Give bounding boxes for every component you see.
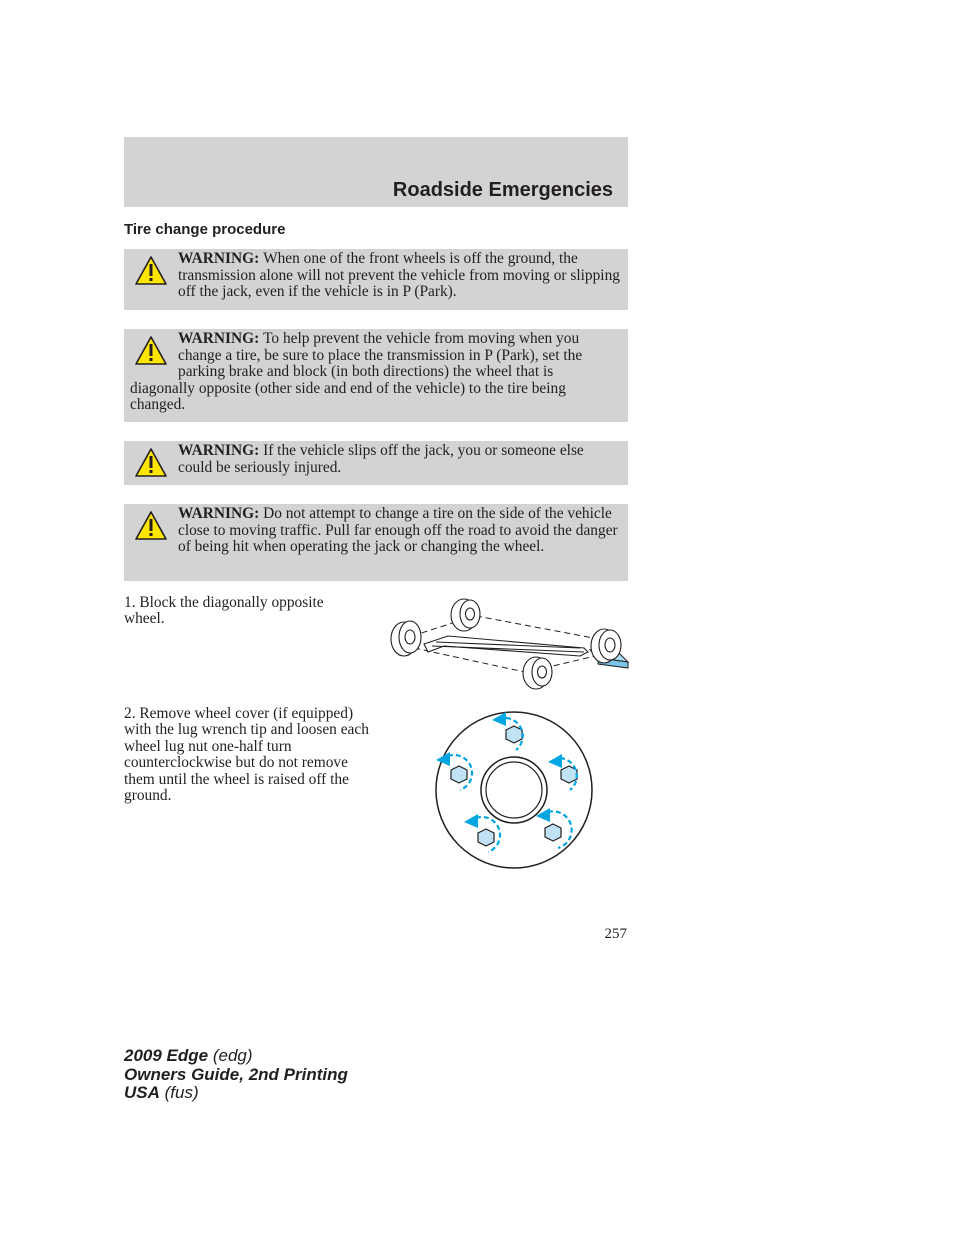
warning-box-2 [124, 329, 628, 422]
footer-guide: Owners Guide, 2nd Printing [124, 1064, 348, 1084]
footer-publication-info [124, 1047, 348, 1103]
warning-triangle-icon [134, 335, 168, 367]
footer-market: USA [124, 1083, 160, 1102]
wheel-block-diagram [384, 596, 630, 692]
step-2-text: 2. Remove wheel cover (if equipped) with the lug wrench tip and loosen each wheel lug nut one-half turn counterclockwise but do not remove them until the wheel is raised off the ground. [124, 705, 369, 805]
warning-box-3 [124, 441, 628, 485]
footer-model-code: (edg) [208, 1046, 253, 1065]
warning-label: WARNING: [178, 250, 264, 267]
page-number: 257 [604, 926, 627, 942]
header-band [124, 137, 628, 207]
warning-text: When one of the front wheels is off the ground, the transmission alone will not prevent the vehicle from moving or slipping off the jack, even if the vehicle is in P (Park). [178, 250, 620, 300]
footer-model: 2009 Edge [124, 1046, 209, 1065]
step-1-text: 1. Block the diagonally opposite wheel. [124, 594, 324, 628]
warning-label: WARNING: [178, 330, 264, 347]
warning-text: To help prevent the vehicle from moving when you change a tire, be sure to place the transmission in P (Park), set the parking brake and block (in both directions) the wheel that is diagonally opposite (other side and end of the vehicle) to the tire being changed. [130, 330, 583, 413]
warning-label: WARNING: [178, 442, 264, 459]
warning-triangle-icon [134, 255, 168, 287]
warning-triangle-icon [134, 447, 168, 479]
warning-text: Do not attempt to change a tire on the side of the vehicle close to moving traffic. Pull far enough off the road to avoid the danger of being hit when operating the jack or changing the wheel. [178, 505, 618, 555]
section-title: Tire change procedure [124, 221, 286, 238]
footer-market-code: (fus) [159, 1083, 199, 1102]
page-title: Roadside Emergencies [392, 179, 613, 201]
warning-triangle-icon [134, 510, 168, 542]
lug-nut-diagram [430, 706, 600, 874]
warning-box-1 [124, 249, 628, 310]
warning-label: WARNING: [178, 505, 264, 522]
warning-box-4 [124, 504, 628, 581]
warning-text: If the vehicle slips off the jack, you or someone else could be seriously injured. [178, 442, 584, 476]
